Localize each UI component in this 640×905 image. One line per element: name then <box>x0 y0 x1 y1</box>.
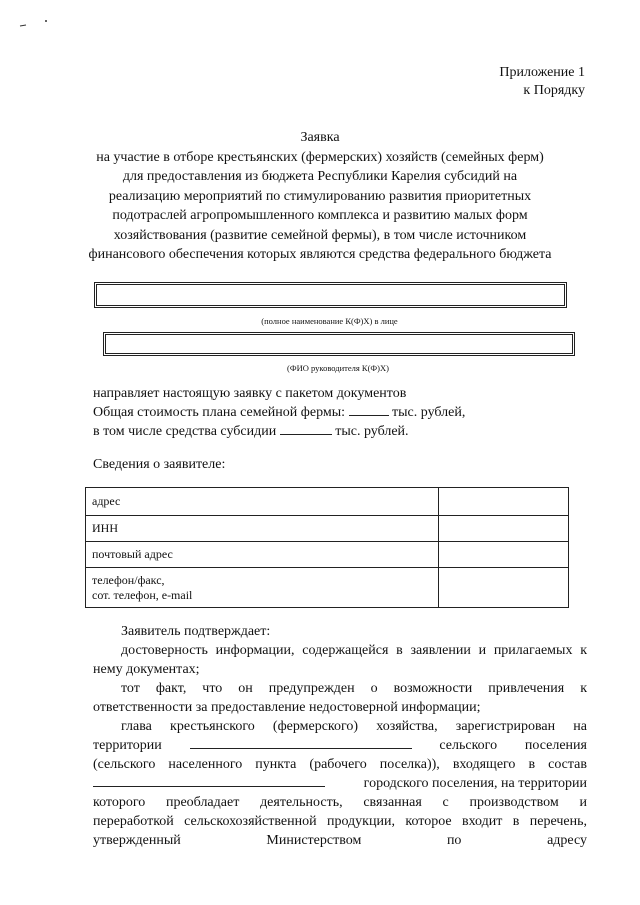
subsidy-label: в том числе средства субсидии <box>93 424 277 439</box>
confirm-paragraph-1 <box>93 641 587 679</box>
p3-line7 <box>93 831 587 850</box>
p2-line2: ответственности за предоставление недостоверной информации; <box>93 700 481 715</box>
row-label-inn: ИНН <box>86 516 439 542</box>
total-cost-line <box>93 403 465 422</box>
subsidy-line <box>93 422 409 441</box>
row-label-phone <box>86 568 439 608</box>
word: и <box>579 795 587 810</box>
table-row <box>86 568 569 608</box>
title-line: для предоставления из бюджета Республики Карелия субсидий на <box>122 169 518 184</box>
word: преобладает <box>165 795 240 810</box>
submission-line: направляет настоящую заявку с пакетом документов <box>93 386 407 401</box>
territory-input[interactable] <box>190 736 412 749</box>
word: которого <box>93 795 146 810</box>
row-value-address[interactable] <box>439 488 569 516</box>
confirm-intro: Заявитель подтверждает: <box>121 624 271 639</box>
rural-label: сельского <box>439 738 498 753</box>
word: на <box>573 719 587 734</box>
word: с <box>442 795 449 810</box>
row-value-inn[interactable] <box>439 516 569 542</box>
word: хозяйства, <box>376 719 438 734</box>
p3-line1 <box>121 717 587 736</box>
applicant-heading: Сведения о заявителе: <box>93 457 226 472</box>
title-line: реализацию мероприятий по стимулированию развития приоритетных <box>108 188 532 204</box>
total-cost-unit: тыс. рублей, <box>392 405 466 420</box>
p2-line1: тот факт, что он предупрежден о возможности привлечения к <box>121 681 587 696</box>
word: глава <box>121 719 152 734</box>
row-value-phone[interactable] <box>439 568 569 608</box>
table-row <box>86 516 569 542</box>
row-label-phone-line1: телефон/факс, <box>92 572 165 587</box>
word: адресу <box>547 833 587 848</box>
word: Министерством <box>266 833 362 848</box>
row-label-postal: почтовый адрес <box>86 542 439 568</box>
p1-line1: достоверность информации, содержащейся в заявлении и прилагаемых к <box>121 643 587 658</box>
table-row <box>86 488 569 516</box>
document-title <box>60 128 580 265</box>
word: деятельность, <box>260 795 343 810</box>
row-label-phone-line2: сот. телефон, e-mail <box>92 587 193 602</box>
total-cost-input[interactable] <box>349 403 389 416</box>
org-name-caption: (полное наименование К(Ф)Х) в лице <box>261 316 398 326</box>
applicant-table <box>85 487 569 608</box>
total-cost-label: Общая стоимость плана семейной фермы: <box>93 405 346 420</box>
title-line: подотраслей агропромышленного комплекса и развитию малых форм <box>112 208 528 223</box>
p3-line5 <box>93 793 587 812</box>
word: по <box>446 833 462 848</box>
city-settlement-label: городского поселения, на территории <box>363 776 587 791</box>
p3-line3: (сельского населенного пункта (рабочего поселка)), входящего в состав <box>93 757 587 772</box>
appendix-line2: к Порядку <box>523 83 585 98</box>
subsidy-unit: тыс. рублей. <box>335 424 409 439</box>
title-line: хозяйствования (развитие семейной фермы), в том числе источником <box>113 227 527 243</box>
word: утвержденный <box>93 833 181 848</box>
subsidy-input[interactable] <box>280 422 332 435</box>
p3-line6: переработкой сельскохозяйственной продукции, которое входит в перечень, <box>93 814 587 829</box>
row-value-postal[interactable] <box>439 542 569 568</box>
appendix-reference <box>499 64 585 100</box>
word: зарегистрирован <box>455 719 556 734</box>
territory-label: территории <box>93 738 162 753</box>
org-name-field[interactable] <box>94 282 567 308</box>
row-label-address: адрес <box>86 488 439 516</box>
title-line: на участие в отборе крестьянских (фермерских) хозяйств (семейных ферм) <box>96 149 544 165</box>
head-name-caption: (ФИО руководителя К(Ф)Х) <box>287 363 389 373</box>
appendix-line1: Приложение 1 <box>499 65 585 80</box>
confirm-paragraph-2 <box>93 679 587 717</box>
p3-line2 <box>93 736 587 755</box>
title-heading: Заявка <box>300 130 340 145</box>
word: крестьянского <box>170 719 255 734</box>
word: производством <box>469 795 559 810</box>
settlement-label: поселения <box>524 738 587 753</box>
title-line: финансового обеспечения которых являются средства федерального бюджета <box>88 247 552 262</box>
word: связанная <box>363 795 422 810</box>
p3-line4 <box>93 774 587 793</box>
word: (фермерского) <box>272 719 359 734</box>
table-row <box>86 542 569 568</box>
p1-line2: нему документах; <box>93 662 200 677</box>
head-name-field[interactable] <box>103 332 575 356</box>
city-settlement-input[interactable] <box>93 774 325 787</box>
scan-mark <box>16 16 56 28</box>
